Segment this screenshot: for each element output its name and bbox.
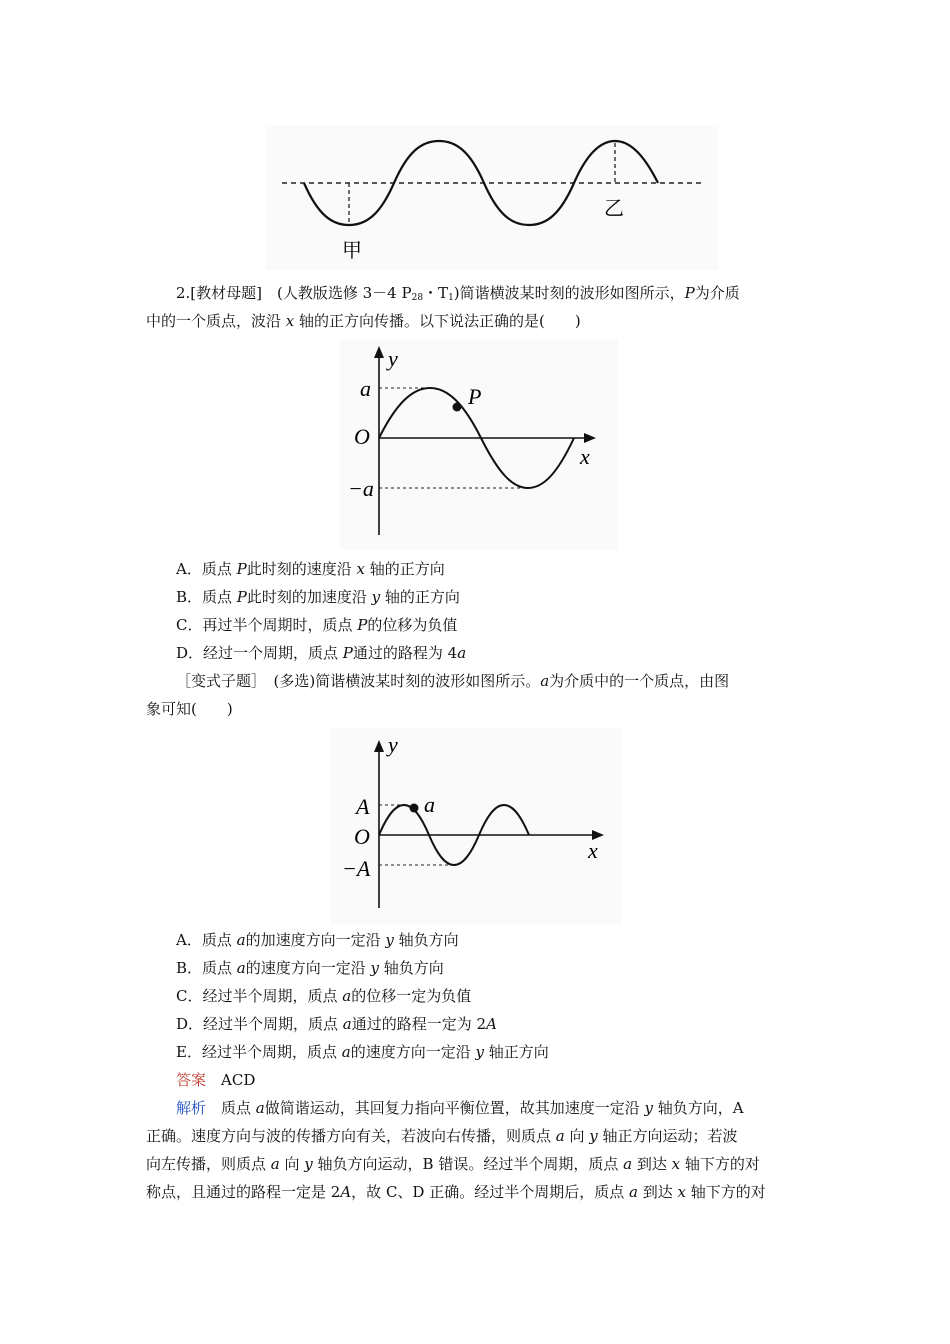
label-origin: O xyxy=(354,424,370,449)
x-axis-arrow xyxy=(584,433,596,443)
question2-line1: 2.[教材母题] (人教版选修 3－4 $P_{28}$・$T_1$)简谐横波某时刻的波形如图所示，P为介质 xyxy=(176,284,740,303)
answer-line xyxy=(176,1070,255,1090)
point-p xyxy=(453,403,462,412)
variant-line1: ［变式子题］ (多选)简谐横波某时刻的波形如图所示。a为介质中的一个质点，由图 xyxy=(176,672,730,690)
y-axis-arrow xyxy=(374,346,384,358)
label-a: a xyxy=(424,792,435,817)
figure-wave-a xyxy=(330,728,622,924)
figure-wave-p xyxy=(340,340,618,550)
analysis-label: 解析 xyxy=(176,1099,207,1117)
q2-option-c: C．再过半个周期时，质点 P的位移为负值 xyxy=(176,616,458,634)
variant-option-d: D．经过半个周期，质点 a通过的路程一定为 2A xyxy=(176,1015,497,1033)
variant-option-c: C．经过半个周期，质点 a的位移一定为负值 xyxy=(176,987,472,1005)
q2-option-b: B．质点 P此时刻的加速度沿 y 轴的正方向 xyxy=(176,588,460,606)
variant-option-e: E．经过半个周期，质点 a的速度方向一定沿 y 轴正方向 xyxy=(176,1043,549,1061)
label-p: P xyxy=(468,384,482,409)
label-jia: 甲 xyxy=(342,238,362,262)
variant-option-a: A．质点 a的加速度方向一定沿 y 轴负方向 xyxy=(176,931,459,949)
label-neg-A: −A xyxy=(342,856,371,881)
variant-line2: 象可知( ) xyxy=(146,700,233,718)
label-A: A xyxy=(356,794,370,819)
point-a xyxy=(410,804,419,813)
figure-wave-jia-yi xyxy=(266,125,718,270)
analysis-line2: 正确。速度方向与波的传播方向有关，若波向右传播，则质点 a 向 y 轴正方向运动；若波 xyxy=(146,1127,738,1145)
y-axis-arrow xyxy=(374,740,384,752)
variant-option-b: B．质点 a的速度方向一定沿 y 轴负方向 xyxy=(176,959,444,977)
analysis-line3: 向左传播，则质点 a 向 y 轴负方向运动，B 错误。经过半个周期，质点 a 到达 x 轴下方的对 xyxy=(146,1155,760,1173)
label-x: x xyxy=(588,838,598,863)
label-neg-a: −a xyxy=(348,476,374,501)
label-origin: O xyxy=(354,824,370,849)
analysis-line4: 称点，且通过的路程一定是 2A，故 C、D 正确。经过半个周期后，质点 a 到达 x 轴下方的对 xyxy=(146,1183,766,1201)
analysis-line1: 解析 质点 a做简谐运动，其回复力指向平衡位置，故其加速度一定沿 y 轴负方向，A xyxy=(176,1099,744,1117)
label-y: y xyxy=(388,732,398,757)
answer-label: 答案 xyxy=(176,1071,207,1089)
label-y: y xyxy=(388,346,398,371)
q2-option-a: A．质点 P此时刻的速度沿 x 轴的正方向 xyxy=(176,560,445,578)
q2-option-d: D．经过一个周期，质点 P通过的路程为 4a xyxy=(176,644,467,662)
label-a: a xyxy=(360,376,371,401)
question2-line2: 中的一个质点，波沿 x 轴的正方向传播。以下说法正确的是( ) xyxy=(146,312,581,330)
answer-value: ACD xyxy=(221,1071,256,1089)
label-x: x xyxy=(580,444,590,469)
label-yi: 乙 xyxy=(604,196,624,220)
